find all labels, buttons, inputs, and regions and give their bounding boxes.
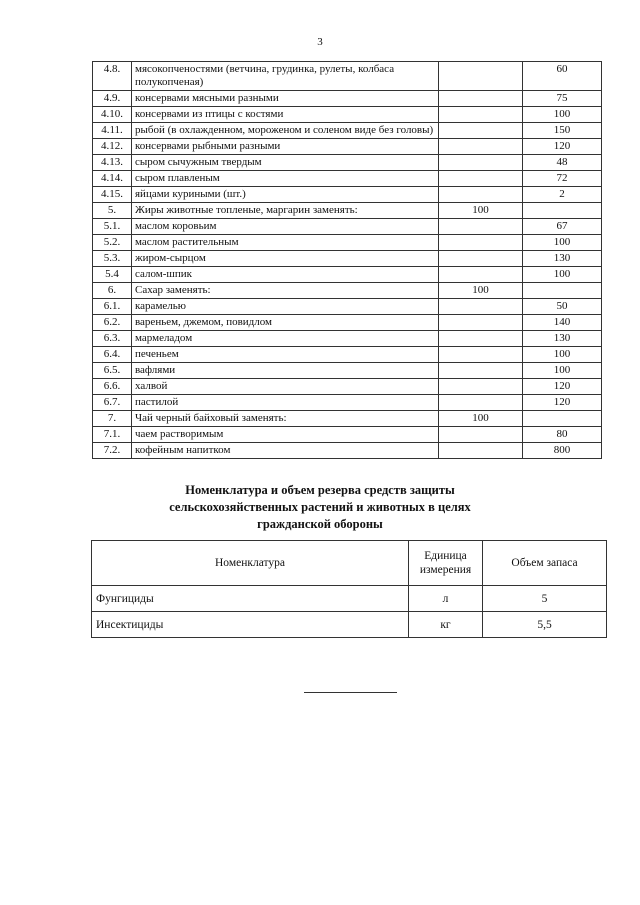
- row-name: пастилой: [132, 395, 439, 411]
- row-number: 7.1.: [93, 427, 132, 443]
- row-number: 5.2.: [93, 235, 132, 251]
- row-number: 6.1.: [93, 299, 132, 315]
- row-name: кофейным напитком: [132, 443, 439, 459]
- row-replacement-value: 100: [523, 267, 602, 283]
- table-row: [93, 411, 602, 427]
- header-unit-line-1: Единица: [424, 550, 467, 562]
- row-name: Фунгициды: [92, 586, 409, 612]
- row-name: Чай черный байховый заменять:: [132, 411, 439, 427]
- row-number: 6.7.: [93, 395, 132, 411]
- row-number: 4.13.: [93, 155, 132, 171]
- row-replacement-value: [523, 411, 602, 427]
- row-name: мармеладом: [132, 331, 439, 347]
- section-title-line-2: сельскохозяйственных растений и животных в целях: [169, 500, 471, 514]
- row-replacement-value: 100: [523, 235, 602, 251]
- row-base-value: [439, 331, 523, 347]
- row-base-value: [439, 187, 523, 203]
- row-number: 5.1.: [93, 219, 132, 235]
- row-base-value: 100: [439, 411, 523, 427]
- section-title: [0, 482, 640, 533]
- header-nomenclature: Номенклатура: [92, 541, 409, 586]
- header-unit-line-2: измерения: [419, 564, 472, 576]
- table-row: [93, 363, 602, 379]
- section-title-line-1: Номенклатура и объем резерва средств защиты: [185, 483, 455, 497]
- row-base-value: [439, 347, 523, 363]
- table-row: [93, 219, 602, 235]
- table-row: [93, 443, 602, 459]
- row-replacement-value: 100: [523, 107, 602, 123]
- row-base-value: [439, 443, 523, 459]
- row-base-value: [439, 267, 523, 283]
- row-base-value: [439, 315, 523, 331]
- table-row: [93, 139, 602, 155]
- row-name: карамелью: [132, 299, 439, 315]
- page-number: 3: [317, 36, 323, 48]
- row-replacement-value: 48: [523, 155, 602, 171]
- section-title-line-3: гражданской обороны: [257, 517, 383, 531]
- table-row: [93, 235, 602, 251]
- row-base-value: [439, 395, 523, 411]
- row-name: вафлями: [132, 363, 439, 379]
- row-number: 6.6.: [93, 379, 132, 395]
- row-replacement-value: 800: [523, 443, 602, 459]
- food-substitution-table: [92, 61, 602, 459]
- row-replacement-value: 150: [523, 123, 602, 139]
- row-number: 4.11.: [93, 123, 132, 139]
- table-row: [93, 251, 602, 267]
- row-number: 5.: [93, 203, 132, 219]
- row-replacement-value: 130: [523, 331, 602, 347]
- row-base-value: [439, 139, 523, 155]
- row-number: 4.14.: [93, 171, 132, 187]
- table-row: [92, 612, 607, 638]
- row-replacement-value: 60: [523, 62, 602, 91]
- row-name: Инсектициды: [92, 612, 409, 638]
- row-volume: 5,5: [483, 612, 607, 638]
- row-replacement-value: 72: [523, 171, 602, 187]
- row-number: 6.2.: [93, 315, 132, 331]
- row-replacement-value: 130: [523, 251, 602, 267]
- closing-rule: [304, 692, 397, 693]
- row-unit: кг: [409, 612, 483, 638]
- table-row: [93, 171, 602, 187]
- row-number: 7.: [93, 411, 132, 427]
- header-unit: [409, 541, 483, 586]
- row-name: маслом коровьим: [132, 219, 439, 235]
- row-name: мясокопченостями (ветчина, грудинка, рулеты, колбаса полукопченая): [132, 62, 439, 91]
- table-row: [93, 347, 602, 363]
- row-base-value: [439, 62, 523, 91]
- table-row: [93, 315, 602, 331]
- row-replacement-value: 120: [523, 395, 602, 411]
- row-base-value: [439, 91, 523, 107]
- row-replacement-value: [523, 283, 602, 299]
- row-number: 4.12.: [93, 139, 132, 155]
- row-name: халвой: [132, 379, 439, 395]
- row-number: 6.3.: [93, 331, 132, 347]
- table-row: [93, 187, 602, 203]
- row-number: 6.4.: [93, 347, 132, 363]
- row-unit: л: [409, 586, 483, 612]
- row-number: 6.5.: [93, 363, 132, 379]
- table-row: [93, 203, 602, 219]
- table-row: [93, 91, 602, 107]
- row-replacement-value: 100: [523, 347, 602, 363]
- row-replacement-value: [523, 203, 602, 219]
- header-volume: Объем запаса: [483, 541, 607, 586]
- row-base-value: [439, 171, 523, 187]
- table-row: [93, 299, 602, 315]
- row-replacement-value: 120: [523, 379, 602, 395]
- row-number: 4.10.: [93, 107, 132, 123]
- row-name: Сахар заменять:: [132, 283, 439, 299]
- row-number: 7.2.: [93, 443, 132, 459]
- row-replacement-value: 75: [523, 91, 602, 107]
- row-base-value: [439, 123, 523, 139]
- row-base-value: [439, 235, 523, 251]
- row-base-value: 100: [439, 203, 523, 219]
- row-replacement-value: 2: [523, 187, 602, 203]
- row-base-value: [439, 219, 523, 235]
- row-number: 5.3.: [93, 251, 132, 267]
- table-row: [93, 155, 602, 171]
- table-row: [93, 331, 602, 347]
- row-replacement-value: 120: [523, 139, 602, 155]
- row-base-value: [439, 251, 523, 267]
- table-row: [92, 586, 607, 612]
- row-name: вареньем, джемом, повидлом: [132, 315, 439, 331]
- row-base-value: 100: [439, 283, 523, 299]
- row-base-value: [439, 107, 523, 123]
- row-name: сыром сычужным твердым: [132, 155, 439, 171]
- protection-reserve-table: [91, 540, 607, 638]
- row-name: печеньем: [132, 347, 439, 363]
- table-header-row: [92, 541, 607, 586]
- row-name: консервами из птицы с костями: [132, 107, 439, 123]
- table-row: [93, 427, 602, 443]
- row-number: 5.4: [93, 267, 132, 283]
- row-volume: 5: [483, 586, 607, 612]
- row-replacement-value: 80: [523, 427, 602, 443]
- row-name: салом-шпик: [132, 267, 439, 283]
- table-row: [93, 107, 602, 123]
- table-row: [93, 283, 602, 299]
- row-base-value: [439, 427, 523, 443]
- row-base-value: [439, 155, 523, 171]
- table-row: [93, 395, 602, 411]
- row-replacement-value: 50: [523, 299, 602, 315]
- row-base-value: [439, 299, 523, 315]
- row-name: чаем растворимым: [132, 427, 439, 443]
- row-name: Жиры животные топленые, маргарин заменять:: [132, 203, 439, 219]
- table-row: [93, 267, 602, 283]
- row-replacement-value: 140: [523, 315, 602, 331]
- row-replacement-value: 100: [523, 363, 602, 379]
- row-base-value: [439, 379, 523, 395]
- row-replacement-value: 67: [523, 219, 602, 235]
- row-name: яйцами куриными (шт.): [132, 187, 439, 203]
- row-name: консервами рыбными разными: [132, 139, 439, 155]
- row-number: 4.15.: [93, 187, 132, 203]
- row-name: маслом растительным: [132, 235, 439, 251]
- row-number: 6.: [93, 283, 132, 299]
- table-row: [93, 62, 602, 91]
- table-row: [93, 123, 602, 139]
- row-number: 4.9.: [93, 91, 132, 107]
- row-number: 4.8.: [93, 62, 132, 91]
- row-base-value: [439, 363, 523, 379]
- row-name: консервами мясными разными: [132, 91, 439, 107]
- row-name: жиром-сырцом: [132, 251, 439, 267]
- row-name: рыбой (в охлажденном, мороженом и соленом виде без головы): [132, 123, 439, 139]
- table-row: [93, 379, 602, 395]
- row-name: сыром плавленым: [132, 171, 439, 187]
